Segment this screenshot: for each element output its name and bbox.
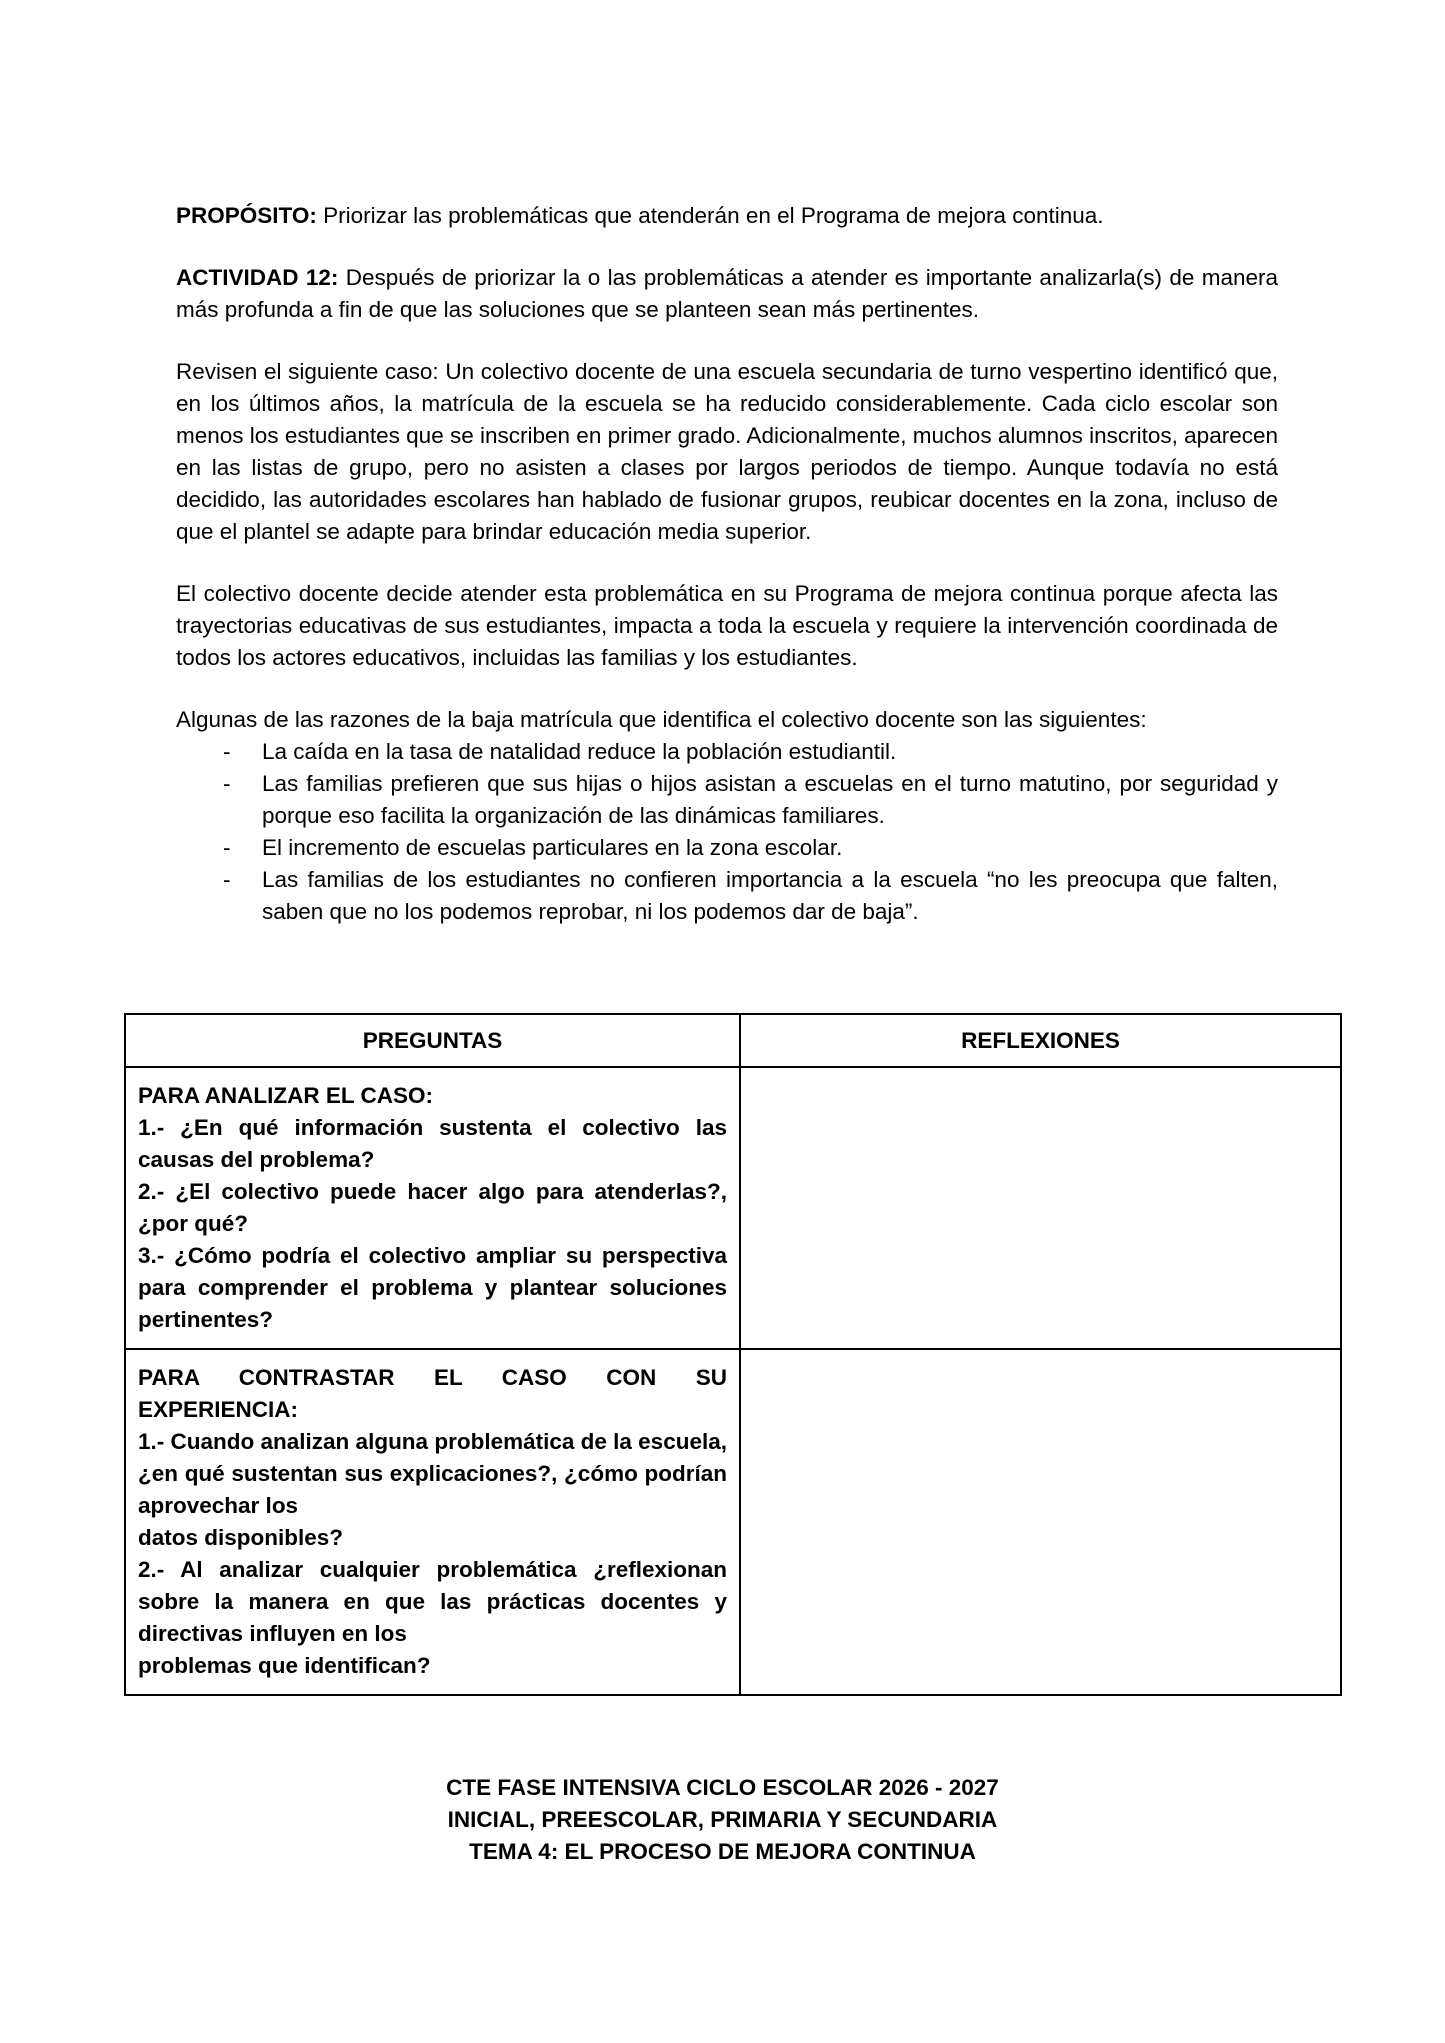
list-bullet: - xyxy=(223,771,231,796)
list-item-text: Las familias prefieren que sus hijas o hijos asistan a escuelas en el turno matutino, por seguridad y porque eso facilita la organización de las dinámicas familiares. xyxy=(262,771,1278,828)
list-item-text: Las familias de los estudiantes no confieren importancia a la escuela “no les preocupa que falten, saben que no los podemos reprobar, ni los podemos dar de baja”. xyxy=(262,867,1278,924)
proposito-label: PROPÓSITO: xyxy=(176,203,317,228)
reflection-cell-analizar[interactable] xyxy=(740,1067,1341,1349)
decision-paragraph: El colectivo docente decide atender esta problemática en su Programa de mejora continua porque afecta las trayectorias educativas de sus estudiantes, impacta a toda la escuela y requiere la intervención coordinada de todos los actores educativos, incluidas las familias y los estudiantes. xyxy=(176,581,1278,670)
list-item xyxy=(176,768,1278,832)
proposito-paragraph xyxy=(176,200,1278,232)
table-row xyxy=(125,1349,1341,1695)
question-item-continued: datos disponibles? xyxy=(138,1525,344,1550)
question-heading: PARA CONTRASTAR EL CASO CON SU EXPERIENCIA: xyxy=(138,1365,727,1422)
question-item: 2.- ¿El colectivo puede hacer algo para atenderlas?, ¿por qué? xyxy=(138,1179,727,1236)
questions-cell-contrastar xyxy=(125,1349,740,1695)
reflection-cell-contrastar[interactable] xyxy=(740,1349,1341,1695)
header-preguntas: PREGUNTAS xyxy=(125,1014,740,1067)
list-bullet: - xyxy=(223,867,231,892)
actividad-text: Después de priorizar la o las problemáticas a atender es importante analizarla(s) de manera más profunda a fin de que las soluciones que se planteen sean más pertinentes. xyxy=(176,265,1278,322)
reasons-intro: Algunas de las razones de la baja matrícula que identifica el colectivo docente son las siguientes: xyxy=(176,707,1147,732)
list-item-text: La caída en la tasa de natalidad reduce la población estudiantil. xyxy=(262,739,897,764)
page-footer xyxy=(0,1772,1445,1868)
table-header-row xyxy=(125,1014,1341,1067)
list-item-text: El incremento de escuelas particulares en la zona escolar. xyxy=(262,835,843,860)
reasons-list xyxy=(176,736,1278,928)
document-body xyxy=(176,200,1278,928)
list-item xyxy=(176,832,1278,864)
question-item: 2.- Al analizar cualquier problemática ¿reflexionan sobre la manera en que las prácticas docentes y directivas influyen en los xyxy=(138,1557,727,1646)
question-item: 1.- ¿En qué información sustenta el colectivo las causas del problema? xyxy=(138,1115,727,1172)
questions-cell-analizar xyxy=(125,1067,740,1349)
proposito-text: Priorizar las problemáticas que atenderán en el Programa de mejora continua. xyxy=(316,203,1104,228)
actividad-label: ACTIVIDAD 12: xyxy=(176,265,339,290)
caso-paragraph: Revisen el siguiente caso: Un colectivo docente de una escuela secundaria de turno vespertino identificó que, en los últimos años, la matrícula de la escuela se ha reducido considerablemente. Cada ciclo escolar son menos los estudiantes que se inscriben en primer grado. Adicionalmente, muchos alumnos inscritos, aparecen en las listas de grupo, pero no asisten a clases por largos periodos de tiempo. Aunque todavía no está decidido, las autoridades escolares han hablado de fusionar grupos, reubicar docentes en la zona, incluso de que el plantel se adapte para brindar educación media superior. xyxy=(176,359,1278,544)
actividad-paragraph xyxy=(176,262,1278,326)
list-item xyxy=(176,736,1278,768)
question-item: 1.- Cuando analizan alguna problemática de la escuela, ¿en qué sustentan sus explicaciones?, ¿cómo podrían aprovechar los xyxy=(138,1429,727,1518)
question-heading: PARA ANALIZAR EL CASO: xyxy=(138,1083,433,1108)
footer-line: CTE FASE INTENSIVA CICLO ESCOLAR 2026 - 2027 xyxy=(446,1775,999,1800)
question-item-continued: problemas que identifican? xyxy=(138,1653,431,1678)
footer-line: TEMA 4: EL PROCESO DE MEJORA CONTINUA xyxy=(469,1839,976,1864)
footer-line: INICIAL, PREESCOLAR, PRIMARIA Y SECUNDARIA xyxy=(447,1807,998,1832)
questions-table xyxy=(124,1013,1342,1696)
question-item: 3.- ¿Cómo podría el colectivo ampliar su perspectiva para comprender el problema y plantear soluciones pertinentes? xyxy=(138,1243,727,1332)
header-reflexiones: REFLEXIONES xyxy=(740,1014,1341,1067)
list-item xyxy=(176,864,1278,928)
list-bullet: - xyxy=(223,739,231,764)
list-bullet: - xyxy=(223,835,231,860)
table-row xyxy=(125,1067,1341,1349)
